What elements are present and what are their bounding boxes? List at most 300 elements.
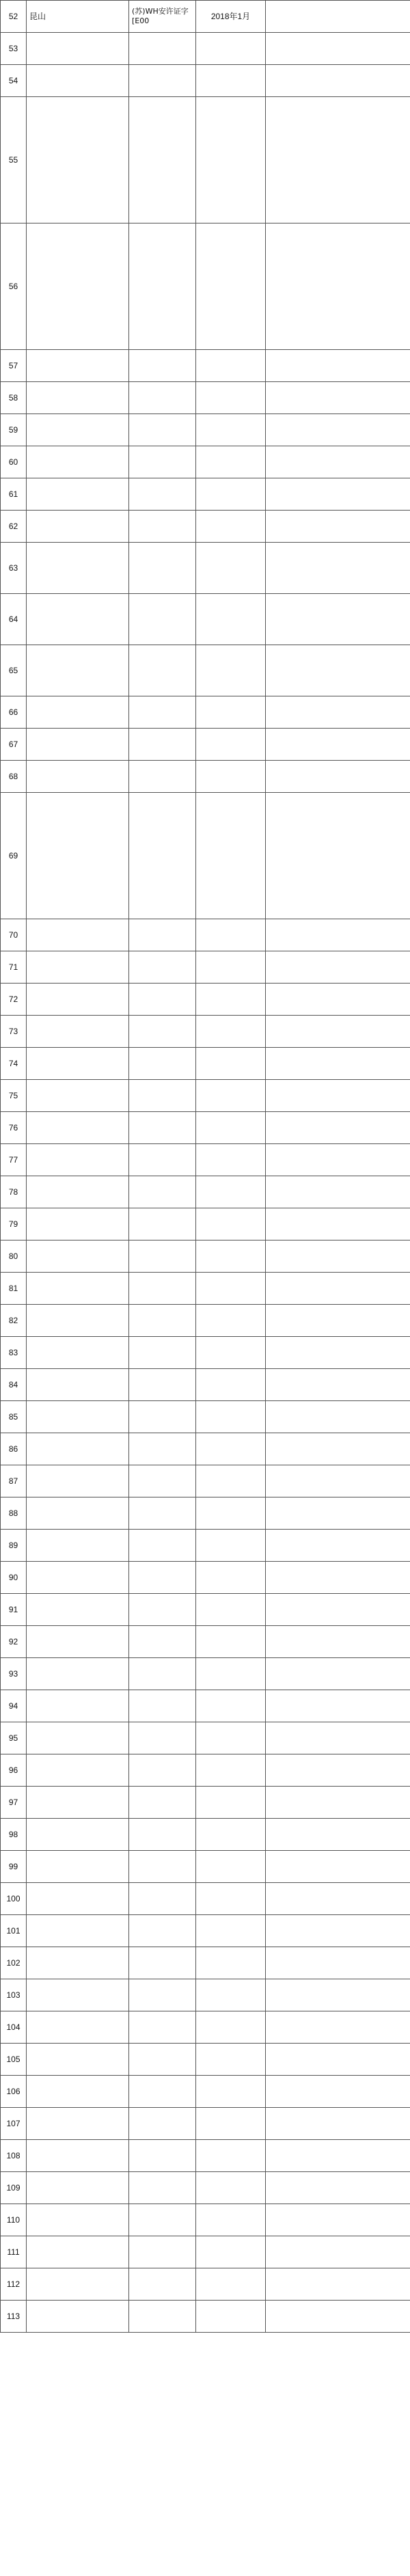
certificate-number-cell: (苏)WH安许证字[E00 — [129, 1, 196, 33]
license-scope-cell — [266, 951, 410, 984]
license-scope-cell — [266, 1144, 410, 1176]
row-number-cell: 112 — [1, 2268, 27, 2301]
issue-date-cell — [196, 2172, 266, 2204]
issue-date-cell — [196, 33, 266, 65]
company-name-cell — [27, 97, 129, 223]
certificate-number-cell — [129, 2011, 196, 2044]
table-row — [1, 414, 410, 446]
row-number-cell: 91 — [1, 1594, 27, 1626]
table-row — [1, 1208, 410, 1240]
table-row — [1, 1337, 410, 1369]
company-name-cell — [27, 793, 129, 919]
certificate-number-cell — [129, 1176, 196, 1208]
row-number-cell: 85 — [1, 1401, 27, 1433]
issue-date-cell — [196, 1626, 266, 1658]
license-scope-cell — [266, 2236, 410, 2268]
company-name-cell — [27, 223, 129, 350]
table-row — [1, 1112, 410, 1144]
table-row — [1, 1369, 410, 1401]
table-row — [1, 2172, 410, 2204]
table-row — [1, 1401, 410, 1433]
issue-date-cell — [196, 1273, 266, 1305]
license-scope-cell — [266, 1722, 410, 1754]
table-row — [1, 2011, 410, 2044]
license-scope-cell — [266, 1305, 410, 1337]
certificate-number-cell — [129, 1240, 196, 1273]
license-scope-cell — [266, 984, 410, 1016]
table-row — [1, 1883, 410, 1915]
issue-date-cell — [196, 1979, 266, 2011]
row-number-cell: 68 — [1, 761, 27, 793]
license-scope-cell — [266, 2172, 410, 2204]
issue-date-cell — [196, 511, 266, 543]
issue-date-cell — [196, 1433, 266, 1465]
certificate-number-cell — [129, 2044, 196, 2076]
table-row — [1, 2268, 410, 2301]
table-row — [1, 1979, 410, 2011]
issue-date-cell — [196, 696, 266, 729]
table-row — [1, 1530, 410, 1562]
table-row — [1, 2301, 410, 2333]
issue-date-cell — [196, 1080, 266, 1112]
row-number-cell: 105 — [1, 2044, 27, 2076]
table-row — [1, 543, 410, 594]
certificate-number-cell — [129, 1530, 196, 1562]
issue-date-cell — [196, 594, 266, 645]
company-name-cell — [27, 1947, 129, 1979]
license-scope-cell — [266, 645, 410, 696]
license-scope-cell — [266, 97, 410, 223]
row-number-cell: 66 — [1, 696, 27, 729]
issue-date-cell — [196, 2076, 266, 2108]
certificate-number-cell — [129, 2236, 196, 2268]
issue-date-cell — [196, 223, 266, 350]
table-row — [1, 1433, 410, 1465]
license-scope-cell — [266, 65, 410, 97]
company-name-cell — [27, 511, 129, 543]
license-scope-cell — [266, 414, 410, 446]
issue-date-cell — [196, 729, 266, 761]
license-scope-cell — [266, 2011, 410, 2044]
license-scope-cell — [266, 1594, 410, 1626]
table-row — [1, 2044, 410, 2076]
certificate-number-cell — [129, 1433, 196, 1465]
certificate-number-cell — [129, 97, 196, 223]
license-scope-cell — [266, 1273, 410, 1305]
certificate-number-cell — [129, 1626, 196, 1658]
table-row — [1, 2204, 410, 2236]
row-number-cell: 70 — [1, 919, 27, 951]
company-name-cell — [27, 1851, 129, 1883]
company-name-cell — [27, 1080, 129, 1112]
table-row — [1, 919, 410, 951]
table-row — [1, 1305, 410, 1337]
issue-date-cell — [196, 97, 266, 223]
row-number-cell: 62 — [1, 511, 27, 543]
certificate-number-cell — [129, 1979, 196, 2011]
row-number-cell: 58 — [1, 382, 27, 414]
license-scope-cell — [266, 761, 410, 793]
row-number-cell: 71 — [1, 951, 27, 984]
certificate-number-cell — [129, 1787, 196, 1819]
row-number-cell: 56 — [1, 223, 27, 350]
company-name-cell — [27, 1305, 129, 1337]
issue-date-cell — [196, 1305, 266, 1337]
license-scope-cell — [266, 1016, 410, 1048]
company-name-cell — [27, 1433, 129, 1465]
row-number-cell: 60 — [1, 446, 27, 478]
company-name-cell — [27, 1497, 129, 1530]
issue-date-cell — [196, 1240, 266, 1273]
certificate-number-cell — [129, 543, 196, 594]
table-row — [1, 951, 410, 984]
table-row — [1, 223, 410, 350]
row-number-cell: 109 — [1, 2172, 27, 2204]
row-number-cell: 92 — [1, 1626, 27, 1658]
license-scope-cell — [266, 1947, 410, 1979]
certificate-number-cell — [129, 223, 196, 350]
license-scope-cell — [266, 1112, 410, 1144]
table-row — [1, 65, 410, 97]
row-number-cell: 55 — [1, 97, 27, 223]
table-row — [1, 97, 410, 223]
license-scope-cell — [266, 919, 410, 951]
row-number-cell: 67 — [1, 729, 27, 761]
license-scope-cell — [266, 2044, 410, 2076]
license-scope-cell — [266, 1530, 410, 1562]
table-row — [1, 1851, 410, 1883]
row-number-cell: 82 — [1, 1305, 27, 1337]
certificate-number-cell — [129, 1722, 196, 1754]
table-row — [1, 2236, 410, 2268]
license-scope-cell — [266, 33, 410, 65]
issue-date-cell — [196, 1754, 266, 1787]
company-name-cell — [27, 1337, 129, 1369]
row-number-cell: 76 — [1, 1112, 27, 1144]
issue-date-cell — [196, 1176, 266, 1208]
row-number-cell: 93 — [1, 1658, 27, 1690]
row-number-cell: 73 — [1, 1016, 27, 1048]
license-scope-cell — [266, 350, 410, 382]
issue-date-cell — [196, 543, 266, 594]
certificate-number-cell — [129, 382, 196, 414]
row-number-cell: 100 — [1, 1883, 27, 1915]
row-number-cell: 79 — [1, 1208, 27, 1240]
license-scope-cell — [266, 1080, 410, 1112]
company-name-cell — [27, 919, 129, 951]
company-name-cell — [27, 543, 129, 594]
permit-table-body — [1, 1, 410, 2333]
issue-date-cell — [196, 2044, 266, 2076]
row-number-cell: 106 — [1, 2076, 27, 2108]
company-name-cell — [27, 1112, 129, 1144]
certificate-number-cell — [129, 2301, 196, 2333]
table-row — [1, 1594, 410, 1626]
license-scope-cell — [266, 729, 410, 761]
company-name-cell — [27, 1273, 129, 1305]
company-name-cell — [27, 2140, 129, 2172]
certificate-number-cell — [129, 1562, 196, 1594]
issue-date-cell — [196, 1497, 266, 1530]
company-name-cell — [27, 1626, 129, 1658]
table-row — [1, 2076, 410, 2108]
issue-date-cell — [196, 1883, 266, 1915]
issue-date-cell — [196, 951, 266, 984]
certificate-number-cell — [129, 511, 196, 543]
license-scope-cell — [266, 1433, 410, 1465]
table-row — [1, 1626, 410, 1658]
row-number-cell: 88 — [1, 1497, 27, 1530]
certificate-number-cell — [129, 2108, 196, 2140]
issue-date-cell — [196, 350, 266, 382]
issue-date-cell — [196, 1722, 266, 1754]
row-number-cell: 103 — [1, 1979, 27, 2011]
issue-date-cell — [196, 1947, 266, 1979]
table-row — [1, 645, 410, 696]
certificate-number-cell — [129, 2076, 196, 2108]
company-name-cell — [27, 350, 129, 382]
license-scope-cell — [266, 1176, 410, 1208]
certificate-number-cell — [129, 2172, 196, 2204]
row-number-cell: 113 — [1, 2301, 27, 2333]
license-scope-cell — [266, 2140, 410, 2172]
company-name-cell — [27, 2236, 129, 2268]
certificate-number-cell — [129, 1658, 196, 1690]
issue-date-cell — [196, 984, 266, 1016]
company-name-cell — [27, 1530, 129, 1562]
certificate-number-cell — [129, 1883, 196, 1915]
table-row — [1, 729, 410, 761]
row-number-cell: 75 — [1, 1080, 27, 1112]
company-name-cell — [27, 1979, 129, 2011]
issue-date-cell — [196, 1369, 266, 1401]
license-scope-cell — [266, 793, 410, 919]
row-number-cell: 97 — [1, 1787, 27, 1819]
license-scope-cell — [266, 1819, 410, 1851]
license-scope-cell — [266, 543, 410, 594]
license-scope-cell — [266, 1690, 410, 1722]
company-name-cell — [27, 2108, 129, 2140]
table-row — [1, 1016, 410, 1048]
issue-date-cell — [196, 1819, 266, 1851]
company-name-cell — [27, 1240, 129, 1273]
company-name-cell — [27, 2301, 129, 2333]
row-number-cell: 69 — [1, 793, 27, 919]
company-name-cell — [27, 594, 129, 645]
certificate-number-cell — [129, 1369, 196, 1401]
license-scope-cell — [266, 1979, 410, 2011]
issue-date-cell — [196, 1562, 266, 1594]
issue-date-cell — [196, 478, 266, 511]
certificate-number-cell — [129, 1465, 196, 1497]
license-scope-cell — [266, 1369, 410, 1401]
row-number-cell: 98 — [1, 1819, 27, 1851]
row-number-cell: 65 — [1, 645, 27, 696]
row-number-cell: 84 — [1, 1369, 27, 1401]
license-scope-cell — [266, 2268, 410, 2301]
issue-date-cell — [196, 1112, 266, 1144]
row-number-cell: 102 — [1, 1947, 27, 1979]
issue-date-cell — [196, 2236, 266, 2268]
license-scope-cell — [266, 382, 410, 414]
table-row — [1, 382, 410, 414]
certificate-number-cell — [129, 761, 196, 793]
company-name-cell — [27, 729, 129, 761]
table-row — [1, 1915, 410, 1947]
certificate-number-cell — [129, 2204, 196, 2236]
issue-date-cell — [196, 1787, 266, 1819]
company-name-cell — [27, 1722, 129, 1754]
table-row — [1, 1465, 410, 1497]
issue-date-cell — [196, 1048, 266, 1080]
table-row — [1, 1690, 410, 1722]
issue-date-cell — [196, 2011, 266, 2044]
issue-date-cell — [196, 2140, 266, 2172]
company-name-cell — [27, 1594, 129, 1626]
issue-date-cell — [196, 1594, 266, 1626]
license-scope-cell — [266, 2204, 410, 2236]
company-name-cell — [27, 1754, 129, 1787]
row-number-cell: 59 — [1, 414, 27, 446]
certificate-number-cell — [129, 919, 196, 951]
certificate-number-cell — [129, 729, 196, 761]
company-name-cell — [27, 2172, 129, 2204]
row-number-cell: 99 — [1, 1851, 27, 1883]
row-number-cell: 53 — [1, 33, 27, 65]
row-number-cell: 95 — [1, 1722, 27, 1754]
table-row — [1, 1787, 410, 1819]
table-row — [1, 594, 410, 645]
issue-date-cell: 2018年1月 — [196, 1, 266, 33]
certificate-number-cell — [129, 350, 196, 382]
row-number-cell: 64 — [1, 594, 27, 645]
table-row — [1, 1176, 410, 1208]
certificate-number-cell — [129, 1273, 196, 1305]
table-row — [1, 1497, 410, 1530]
table-row — [1, 761, 410, 793]
row-number-cell: 110 — [1, 2204, 27, 2236]
issue-date-cell — [196, 1208, 266, 1240]
certificate-number-cell — [129, 1208, 196, 1240]
certificate-number-cell — [129, 1915, 196, 1947]
row-number-cell: 63 — [1, 543, 27, 594]
issue-date-cell — [196, 1658, 266, 1690]
license-scope-cell — [266, 478, 410, 511]
row-number-cell: 61 — [1, 478, 27, 511]
company-name-cell — [27, 761, 129, 793]
row-number-cell: 80 — [1, 1240, 27, 1273]
license-scope-cell — [266, 446, 410, 478]
row-number-cell: 57 — [1, 350, 27, 382]
issue-date-cell — [196, 1337, 266, 1369]
certificate-number-cell — [129, 1754, 196, 1787]
license-scope-cell — [266, 1240, 410, 1273]
license-scope-cell — [266, 1465, 410, 1497]
license-scope-cell — [266, 1626, 410, 1658]
company-name-cell — [27, 65, 129, 97]
table-row — [1, 1754, 410, 1787]
issue-date-cell — [196, 2268, 266, 2301]
row-number-cell: 86 — [1, 1433, 27, 1465]
license-scope-cell — [266, 1497, 410, 1530]
table-row — [1, 1658, 410, 1690]
company-name-cell — [27, 478, 129, 511]
company-name-cell — [27, 1819, 129, 1851]
company-name-cell — [27, 1883, 129, 1915]
company-name-cell — [27, 1016, 129, 1048]
table-row — [1, 1722, 410, 1754]
table-row — [1, 984, 410, 1016]
license-scope-cell — [266, 1754, 410, 1787]
table-row — [1, 511, 410, 543]
issue-date-cell — [196, 382, 266, 414]
company-name-cell: 昆山 — [27, 1, 129, 33]
certificate-number-cell — [129, 1690, 196, 1722]
issue-date-cell — [196, 446, 266, 478]
license-scope-cell — [266, 1915, 410, 1947]
license-scope-cell — [266, 2108, 410, 2140]
table-row — [1, 350, 410, 382]
certificate-number-cell — [129, 446, 196, 478]
table-row — [1, 793, 410, 919]
license-scope-cell — [266, 1, 410, 33]
row-number-cell: 77 — [1, 1144, 27, 1176]
table-row — [1, 1819, 410, 1851]
company-name-cell — [27, 382, 129, 414]
issue-date-cell — [196, 2301, 266, 2333]
issue-date-cell — [196, 1401, 266, 1433]
license-scope-cell — [266, 1048, 410, 1080]
license-scope-cell — [266, 696, 410, 729]
company-name-cell — [27, 1176, 129, 1208]
company-name-cell — [27, 984, 129, 1016]
certificate-number-cell — [129, 1819, 196, 1851]
company-name-cell — [27, 645, 129, 696]
row-number-cell: 90 — [1, 1562, 27, 1594]
certificate-number-cell — [129, 793, 196, 919]
company-name-cell — [27, 1915, 129, 1947]
company-name-cell — [27, 33, 129, 65]
table-row — [1, 1240, 410, 1273]
table-row — [1, 1144, 410, 1176]
table-row — [1, 696, 410, 729]
license-scope-cell — [266, 1208, 410, 1240]
certificate-number-cell — [129, 1594, 196, 1626]
company-name-cell — [27, 1369, 129, 1401]
certificate-number-cell — [129, 1016, 196, 1048]
certificate-number-cell — [129, 645, 196, 696]
license-scope-cell — [266, 1787, 410, 1819]
certificate-number-cell — [129, 984, 196, 1016]
certificate-number-cell — [129, 696, 196, 729]
certificate-number-cell — [129, 1401, 196, 1433]
issue-date-cell — [196, 1690, 266, 1722]
issue-date-cell — [196, 1530, 266, 1562]
company-name-cell — [27, 1658, 129, 1690]
row-number-cell: 104 — [1, 2011, 27, 2044]
issue-date-cell — [196, 1144, 266, 1176]
row-number-cell: 111 — [1, 2236, 27, 2268]
row-number-cell: 83 — [1, 1337, 27, 1369]
row-number-cell: 81 — [1, 1273, 27, 1305]
row-number-cell: 108 — [1, 2140, 27, 2172]
certificate-number-cell — [129, 1080, 196, 1112]
table-row — [1, 1562, 410, 1594]
certificate-number-cell — [129, 951, 196, 984]
issue-date-cell — [196, 761, 266, 793]
issue-date-cell — [196, 2204, 266, 2236]
issue-date-cell — [196, 1016, 266, 1048]
